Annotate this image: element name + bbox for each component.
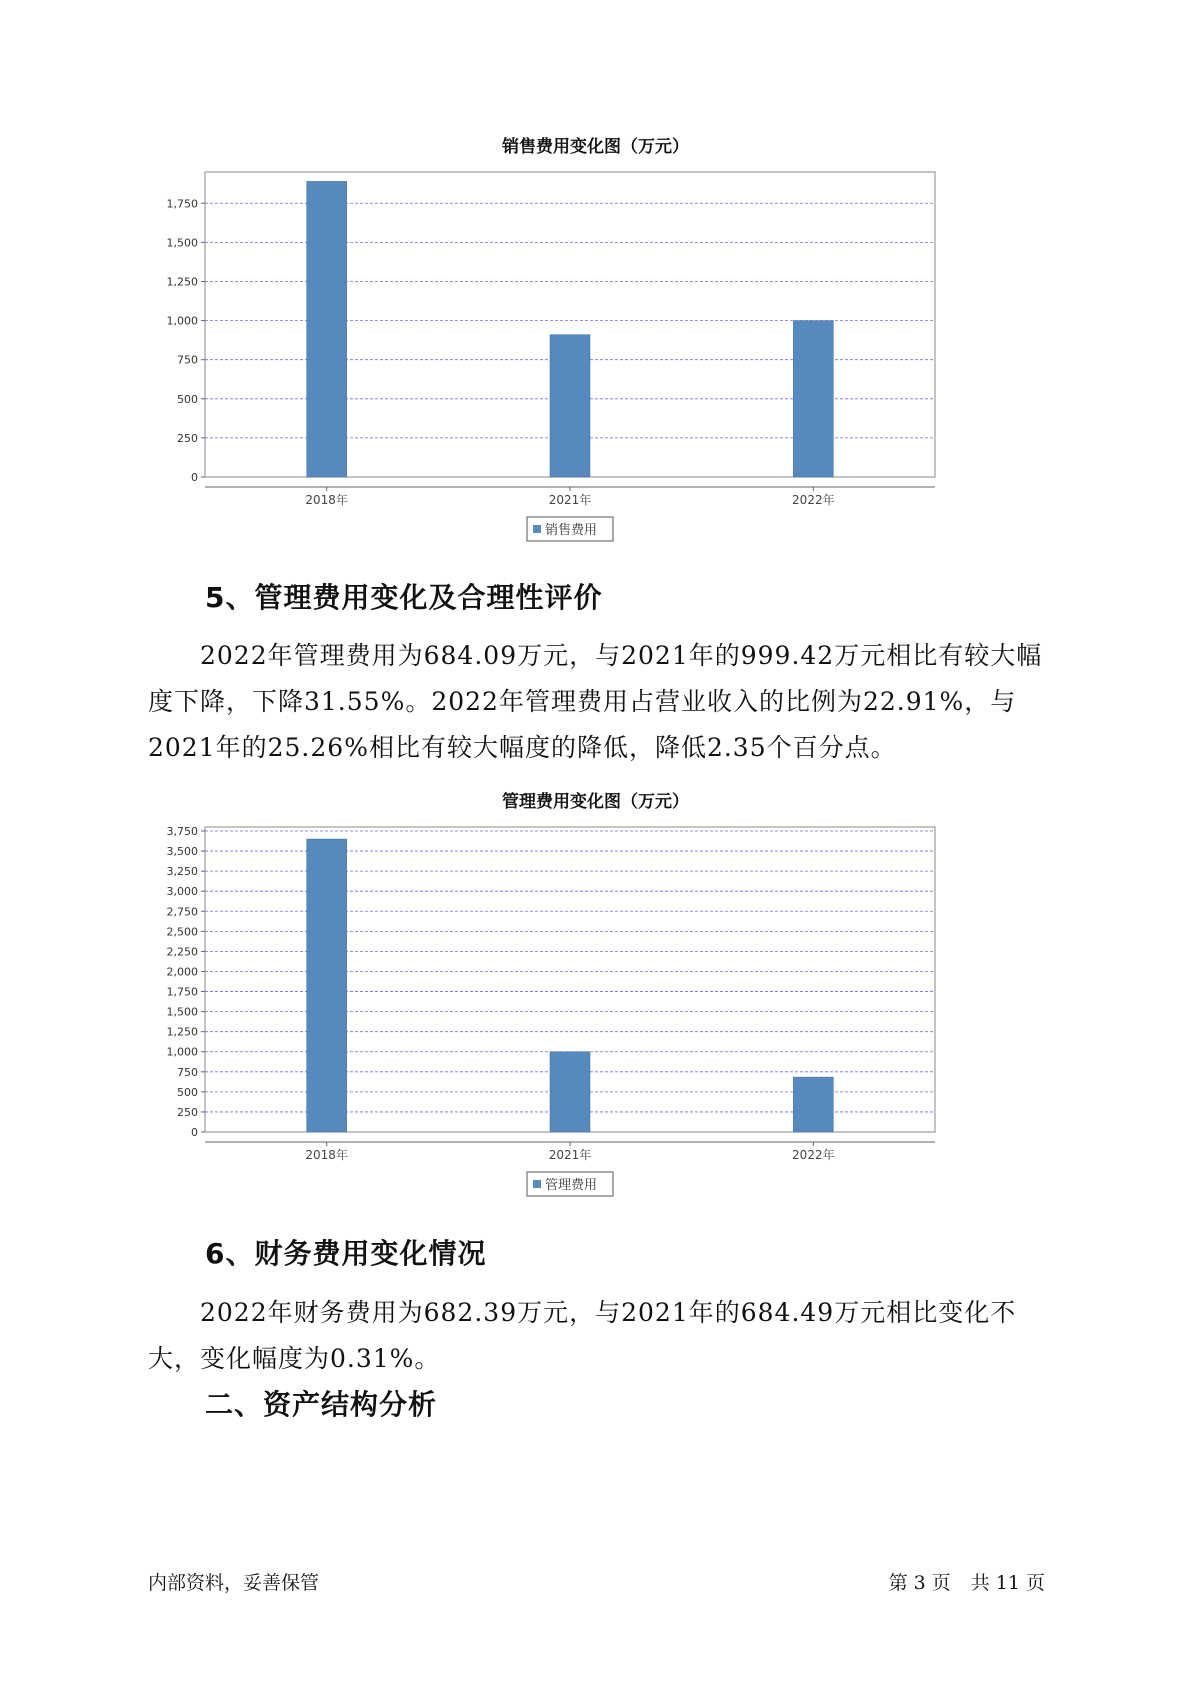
- y-tick-label: 250: [177, 1105, 198, 1119]
- x-tick-label: 2021年: [548, 1148, 592, 1162]
- section-5-heading: 5、管理费用变化及合理性评价: [205, 581, 603, 614]
- footer-total-prefix: 共: [970, 1572, 990, 1594]
- bar: [550, 335, 590, 477]
- footer-total-num: 11: [995, 1572, 1020, 1594]
- y-tick-label: 1,750: [166, 197, 198, 211]
- y-tick-label: 0: [191, 471, 198, 484]
- footer-page-prefix: 第: [888, 1572, 908, 1594]
- bar: [793, 321, 833, 477]
- sales-chart-title: 销售费用变化图（万元）: [502, 137, 689, 157]
- footer-total-suffix: 页: [1025, 1572, 1045, 1594]
- bar: [550, 1052, 590, 1132]
- y-tick-label: 750: [177, 1065, 198, 1079]
- asset-structure-heading: 二、资产结构分析: [205, 1388, 438, 1421]
- section-5-paragraph: 2022年管理费用为684.09万元，与2021年的999.42万元相比有较大幅度下降，下降31.55%。2022年管理费用占营业收入的比例为22.91%，与2021年的25.26%相比有较大幅度的降低，降低2.35个百分点。: [148, 641, 1043, 762]
- y-tick-label: 1,500: [166, 236, 198, 250]
- legend-label: 管理费用: [545, 1178, 598, 1193]
- section-6-heading: 6、财务费用变化情况: [205, 1237, 487, 1270]
- x-tick-label: 2018年: [305, 1148, 348, 1162]
- footer-page-number: [889, 1568, 1051, 1595]
- y-tick-label: 500: [177, 392, 198, 406]
- x-tick-label: 2022年: [792, 493, 835, 507]
- y-tick-label: 750: [177, 353, 198, 367]
- bar: [307, 181, 347, 477]
- y-tick-label: 1,500: [166, 1005, 198, 1019]
- y-tick-label: 3,750: [166, 825, 198, 839]
- admin-expense-chart: [150, 820, 950, 1210]
- footer-confidential-note: 内部资料，妥善保管: [148, 1572, 320, 1594]
- bar: [307, 839, 347, 1132]
- footer-page-mid: 页: [931, 1572, 951, 1594]
- y-tick-label: 1,250: [166, 1025, 198, 1039]
- sales-expense-chart: [150, 165, 950, 555]
- x-tick-label: 2022年: [792, 1148, 835, 1162]
- footer-page-num: 3: [913, 1572, 926, 1594]
- bar: [793, 1077, 833, 1132]
- legend-swatch: [533, 1180, 541, 1188]
- y-tick-label: 1,750: [166, 985, 198, 999]
- y-tick-label: 1,000: [166, 314, 198, 328]
- y-tick-label: 2,500: [166, 925, 198, 939]
- y-tick-label: 2,750: [166, 905, 198, 919]
- y-tick-label: 0: [191, 1126, 198, 1139]
- legend-label: 销售费用: [545, 523, 598, 538]
- y-tick-label: 3,500: [166, 845, 198, 859]
- legend-swatch: [533, 525, 541, 533]
- y-tick-label: 500: [177, 1085, 198, 1099]
- x-tick-label: 2021年: [548, 493, 592, 507]
- admin-chart-title: 管理费用变化图（万元）: [502, 792, 689, 812]
- y-tick-label: 3,000: [166, 885, 198, 899]
- y-tick-label: 2,250: [166, 945, 198, 959]
- section-6-paragraph: 2022年财务费用为682.39万元，与2021年的684.49万元相比变化不大，变化幅度为0.31%。: [148, 1298, 1017, 1373]
- x-tick-label: 2018年: [305, 493, 348, 507]
- y-tick-label: 3,250: [166, 865, 198, 879]
- y-tick-label: 250: [177, 431, 198, 445]
- y-tick-label: 2,000: [166, 965, 198, 979]
- y-tick-label: 1,250: [166, 275, 198, 289]
- y-tick-label: 1,000: [166, 1045, 198, 1059]
